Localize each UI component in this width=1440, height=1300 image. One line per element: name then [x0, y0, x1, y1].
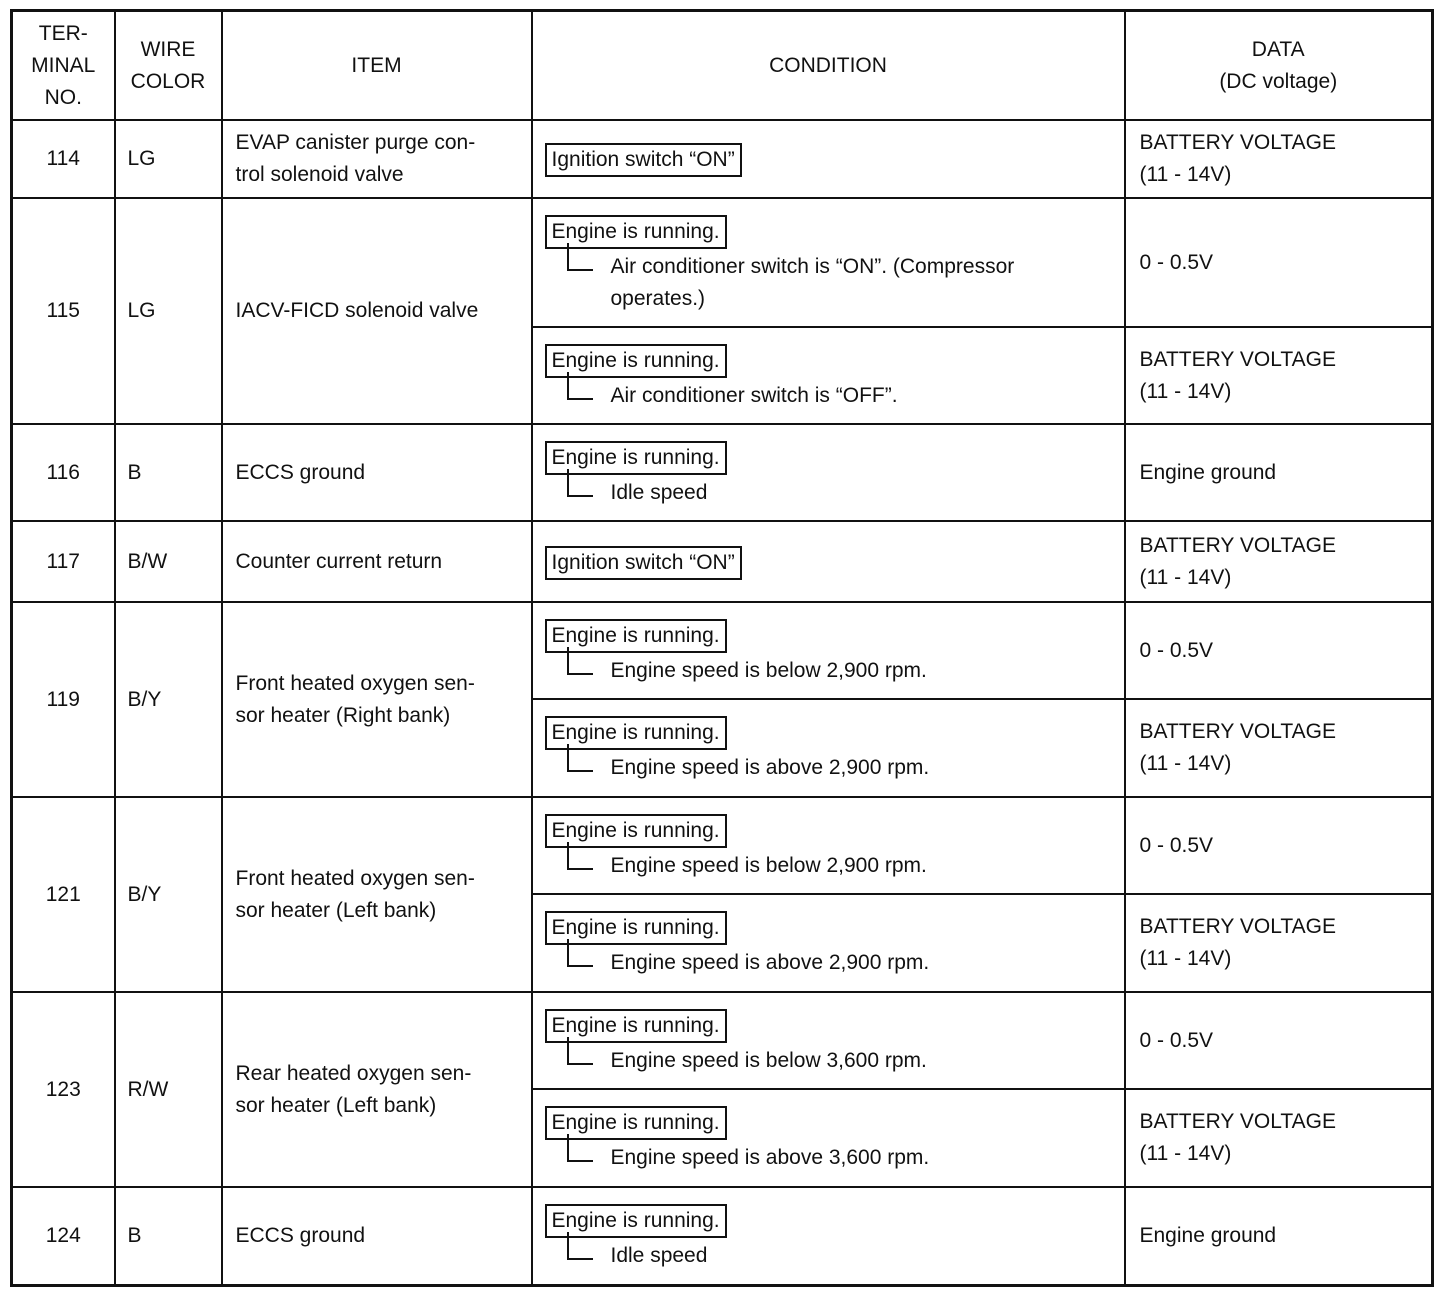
data-value: [1125, 424, 1433, 521]
data-value: [1125, 1089, 1433, 1187]
table-row: [12, 602, 1433, 699]
header-terminal-line: MINAL: [31, 53, 96, 77]
item-name: [222, 797, 532, 992]
item-name: [222, 1187, 532, 1285]
wire-color: LG: [115, 120, 222, 198]
item-line: EVAP canister purge con-: [235, 131, 476, 154]
condition-cell: [532, 699, 1125, 797]
condition-cell: [532, 797, 1125, 894]
data-value: [1125, 992, 1433, 1089]
table-row: [12, 992, 1433, 1089]
condition-cell: [532, 1089, 1125, 1187]
table-row: [12, 797, 1433, 894]
condition-box: Engine is running.: [545, 911, 727, 945]
data-value: [1125, 602, 1433, 699]
sub-condition-line: Air conditioner switch is “OFF”.: [610, 383, 898, 407]
terminal-number: 119: [12, 602, 115, 797]
sub-condition-line: Idle speed: [610, 480, 708, 504]
condition-box: Engine is running.: [545, 716, 727, 750]
item-line: sor heater (Left bank): [235, 898, 437, 922]
sub-condition: [567, 1142, 1114, 1174]
item-line: Front heated oxygen sen-: [235, 866, 475, 890]
sub-condition: [567, 380, 1114, 412]
item-line: Counter current return: [235, 549, 443, 573]
condition-content: [545, 205, 1114, 321]
sub-condition-line: Engine speed is below 2,900 rpm.: [610, 658, 927, 682]
data-line: BATTERY VOLTAGE: [1139, 347, 1336, 371]
terminal-number: 115: [12, 198, 115, 424]
condition-box: Engine is running.: [545, 1106, 727, 1140]
terminal-number: 117: [12, 521, 115, 602]
terminal-number: 114: [12, 120, 115, 198]
item-line: trol solenoid valve: [235, 163, 404, 186]
condition-box: Engine is running.: [545, 619, 727, 653]
sub-condition-line: Air conditioner switch is “ON”. (Compressor: [610, 254, 1015, 278]
condition-cell: [532, 424, 1125, 521]
item-line: ECCS ground: [235, 460, 366, 484]
terminal-number: 121: [12, 797, 115, 992]
table-row: [12, 521, 1433, 602]
condition-content: [545, 609, 1114, 693]
terminal-number: 124: [12, 1187, 115, 1285]
data-value: [1125, 521, 1433, 602]
item-line: Front heated oxygen sen-: [235, 671, 475, 695]
sub-condition-line: Idle speed: [610, 1243, 708, 1267]
header-wire-line: WIRE: [140, 37, 196, 61]
condition-box: Engine is running.: [545, 1009, 727, 1043]
condition-cell: [532, 120, 1125, 198]
table-body: [12, 120, 1433, 1285]
condition-box: Ignition switch “ON”: [545, 143, 742, 177]
item-line: IACV-FICD solenoid valve: [235, 299, 479, 322]
header-terminal-line: TER-: [38, 21, 88, 45]
terminal-data-table: [10, 9, 1434, 1287]
item-line: sor heater (Right bank): [235, 703, 451, 727]
condition-box: Engine is running.: [545, 1204, 727, 1238]
condition-content: [545, 1194, 1114, 1278]
data-line: BATTERY VOLTAGE: [1139, 131, 1336, 154]
item-name: [222, 992, 532, 1187]
wire-color: R/W: [115, 992, 222, 1187]
item-name: [222, 198, 532, 424]
condition-content: [545, 804, 1114, 888]
wire-color: B/Y: [115, 797, 222, 992]
table-row: [12, 1187, 1433, 1285]
condition-content: [545, 334, 1114, 418]
condition-cell: [532, 521, 1125, 602]
condition-content: [545, 1096, 1114, 1180]
sub-condition: [567, 850, 1114, 882]
header-data-line: (DC voltage): [1219, 69, 1338, 93]
table-row: [12, 198, 1433, 327]
condition-cell: [532, 1187, 1125, 1285]
sub-condition: [567, 477, 1114, 509]
condition-box: Ignition switch “ON”: [545, 546, 742, 580]
data-line: (11 - 14V): [1139, 752, 1232, 775]
data-value: [1125, 120, 1433, 198]
wire-color: LG: [115, 198, 222, 424]
header-wire-line: COLOR: [130, 69, 206, 93]
condition-cell: [532, 894, 1125, 992]
condition-cell: [532, 602, 1125, 699]
sub-condition: [567, 1240, 1114, 1272]
header-wire-color: [115, 11, 222, 121]
condition-box: Engine is running.: [545, 441, 727, 475]
data-line: BATTERY VOLTAGE: [1139, 720, 1336, 743]
wire-color: B: [115, 1187, 222, 1285]
sub-condition: [567, 947, 1114, 979]
wire-color: B/W: [115, 521, 222, 602]
data-line: Engine ground: [1139, 1223, 1277, 1247]
condition-content: [545, 431, 1114, 515]
condition-content: [545, 536, 1114, 588]
data-line: (11 - 14V): [1139, 163, 1232, 186]
condition-cell: [532, 198, 1125, 327]
header-condition: CONDITION: [532, 11, 1125, 121]
sub-condition: [567, 251, 1114, 315]
table-row: [12, 120, 1433, 198]
condition-content: [545, 999, 1114, 1083]
data-line: 0 - 0.5V: [1139, 638, 1214, 662]
sub-condition: [567, 655, 1114, 687]
data-line: BATTERY VOLTAGE: [1139, 915, 1336, 938]
header-data: [1125, 11, 1433, 121]
item-line: sor heater (Left bank): [235, 1093, 437, 1117]
data-value: [1125, 797, 1433, 894]
data-value: [1125, 1187, 1433, 1285]
sub-condition: [567, 752, 1114, 784]
data-line: BATTERY VOLTAGE: [1139, 533, 1336, 557]
data-line: (11 - 14V): [1139, 565, 1232, 589]
item-name: [222, 521, 532, 602]
wire-color: B: [115, 424, 222, 521]
item-line: Rear heated oxygen sen-: [235, 1061, 472, 1085]
header-terminal-line: NO.: [44, 85, 82, 109]
condition-box: Engine is running.: [545, 215, 727, 249]
data-line: (11 - 14V): [1139, 947, 1232, 970]
item-line: ECCS ground: [235, 1223, 366, 1247]
table-header: [12, 11, 1433, 121]
condition-content: [545, 901, 1114, 985]
terminal-number: 116: [12, 424, 115, 521]
condition-content: [545, 706, 1114, 790]
condition-box: Engine is running.: [545, 344, 727, 378]
item-name: [222, 120, 532, 198]
sub-condition-line: Engine speed is above 3,600 rpm.: [610, 1146, 930, 1169]
data-line: Engine ground: [1139, 460, 1277, 484]
header-data-line: DATA: [1251, 37, 1305, 61]
condition-box: Engine is running.: [545, 814, 727, 848]
data-line: 0 - 0.5V: [1139, 250, 1214, 274]
data-value: [1125, 894, 1433, 992]
data-line: (11 - 14V): [1139, 379, 1232, 403]
item-name: [222, 424, 532, 521]
sub-condition-line: operates.): [610, 286, 706, 310]
data-line: (11 - 14V): [1139, 1142, 1232, 1165]
data-line: BATTERY VOLTAGE: [1139, 1110, 1336, 1133]
header-terminal-no: [12, 11, 115, 121]
header-item: ITEM: [222, 11, 532, 121]
condition-cell: [532, 327, 1125, 424]
terminal-number: 123: [12, 992, 115, 1187]
sub-condition-line: Engine speed is above 2,900 rpm.: [610, 756, 930, 779]
condition-cell: [532, 992, 1125, 1089]
sub-condition-line: Engine speed is below 3,600 rpm.: [610, 1048, 927, 1072]
item-name: [222, 602, 532, 797]
data-line: 0 - 0.5V: [1139, 1028, 1214, 1052]
sub-condition-line: Engine speed is above 2,900 rpm.: [610, 951, 930, 974]
wire-color: B/Y: [115, 602, 222, 797]
data-line: 0 - 0.5V: [1139, 833, 1214, 857]
data-value: [1125, 198, 1433, 327]
data-value: [1125, 699, 1433, 797]
sub-condition: [567, 1045, 1114, 1077]
table-row: [12, 424, 1433, 521]
sub-condition-line: Engine speed is below 2,900 rpm.: [610, 853, 927, 877]
condition-content: [545, 133, 1114, 185]
data-value: [1125, 327, 1433, 424]
